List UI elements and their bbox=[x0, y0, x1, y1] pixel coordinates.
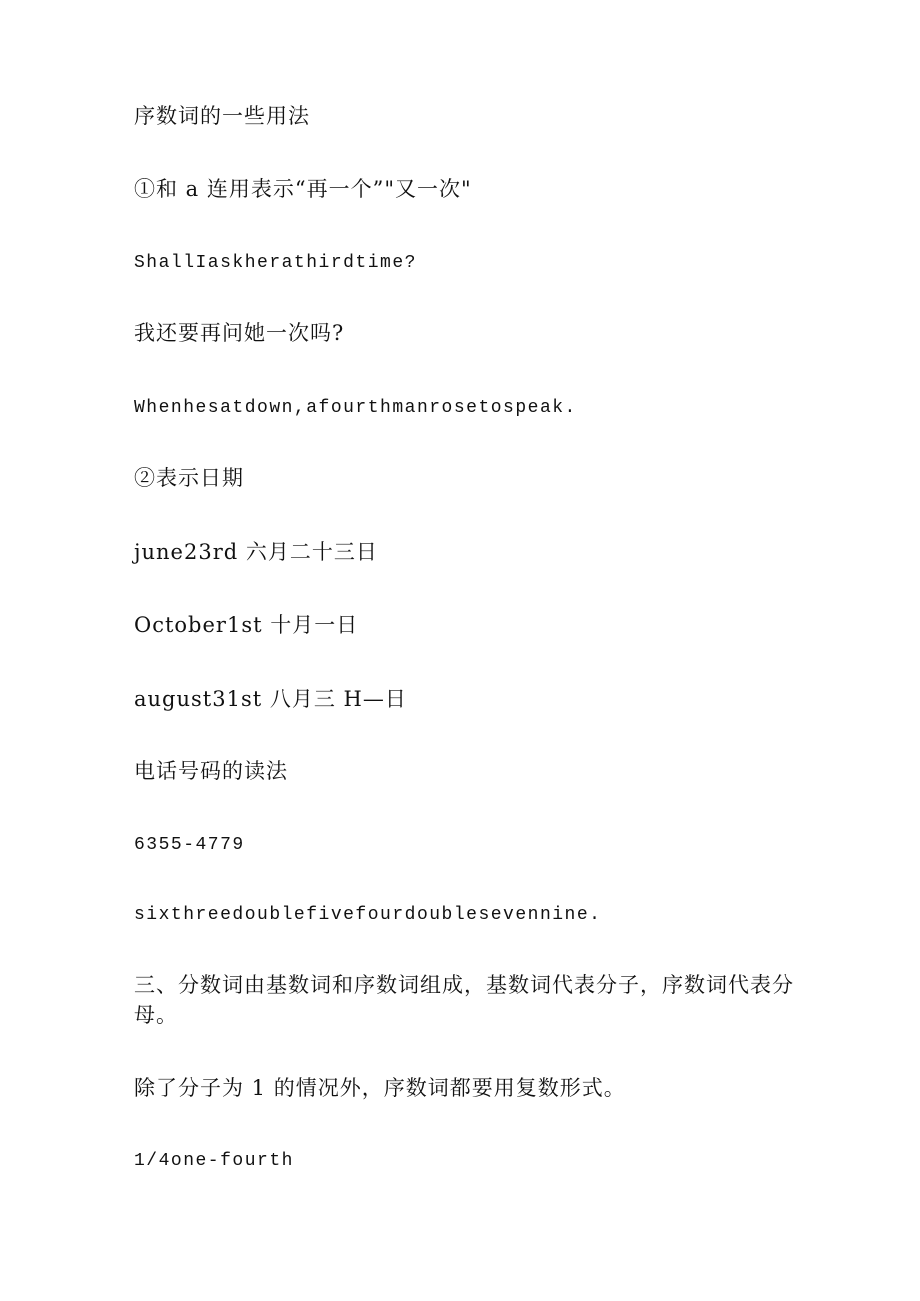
usage-item-2: ②表示日期 bbox=[134, 466, 244, 490]
date-example: October1st 十月一日 bbox=[134, 613, 359, 637]
example-sentence-translation: 我还要再问她一次吗? bbox=[134, 321, 345, 345]
date-example: august31st 八月三 H—日 bbox=[134, 687, 407, 711]
section-heading-phone-numbers: 电话号码的读法 bbox=[134, 759, 288, 783]
fraction-example: 1/4one-fourth bbox=[134, 1151, 294, 1171]
example-sentence-english: Whenhesatdown,afourthmanrosetospeak. bbox=[134, 398, 577, 418]
example-sentence-english: ShallIaskherathirdtime? bbox=[134, 253, 417, 273]
section-heading-ordinal-usage: 序数词的一些用法 bbox=[134, 104, 310, 128]
usage-item-1: ①和 a 连用表示“再一个”"又一次" bbox=[134, 177, 472, 201]
phone-number-reading: sixthreedoublefivefourdoublesevennine. bbox=[134, 905, 602, 925]
fraction-rule: 除了分子为 1 的情况外，序数词都要用复数形式。 bbox=[134, 1076, 626, 1100]
phone-number-example: 6355-4779 bbox=[134, 835, 245, 855]
section-heading-fractions: 三、分数词由基数词和序数词组成，基数词代表分子，序数词代表分母。 bbox=[134, 973, 794, 1027]
date-example: june23rd 六月二十三日 bbox=[134, 540, 378, 564]
